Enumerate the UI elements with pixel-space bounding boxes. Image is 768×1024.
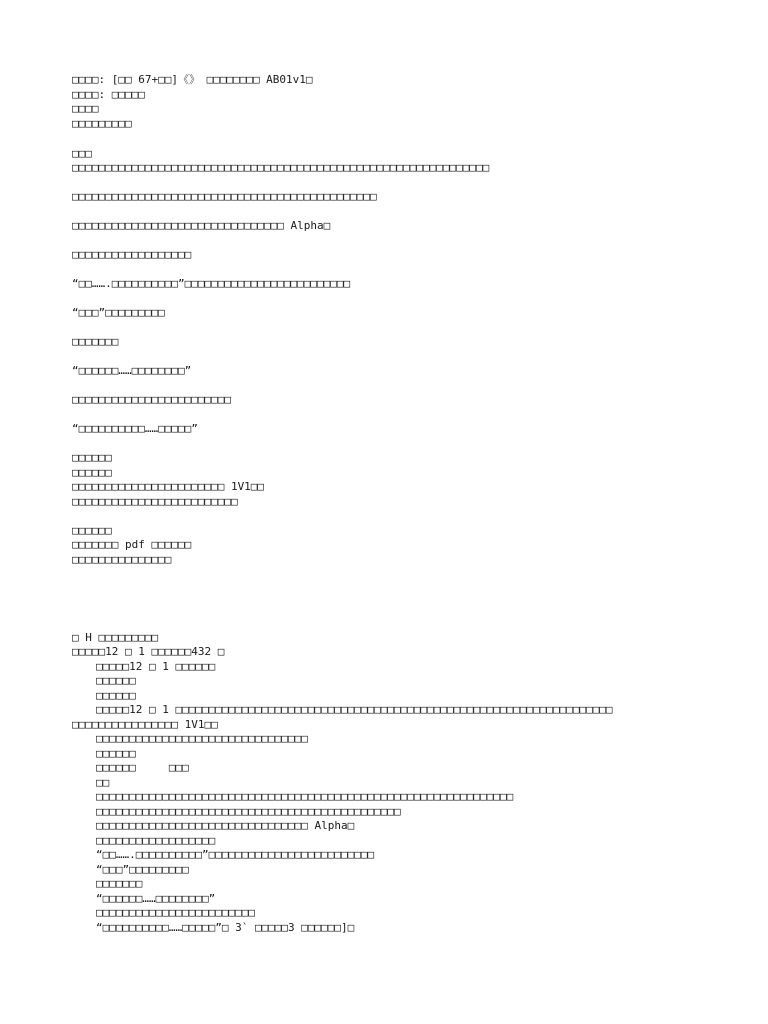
- text-line: □□□: [72, 146, 92, 160]
- text-line: “□□□”□□□□□□□□□: [72, 306, 165, 319]
- text-line: □□□□□□□: [72, 335, 119, 348]
- document-body: [72, 147, 728, 568]
- text-line: □□□□□□□□□□□□□□□□□□□□□□□□□□□□□□□□ Alpha□: [72, 219, 331, 232]
- list-subitem: “□□□□□□……□□□□□□□□”: [96, 891, 216, 905]
- list-subitem: □□□□□□: [96, 746, 136, 760]
- blank-line: [72, 205, 728, 220]
- text-line: “□□…….□□□□□□□□□□”□□□□□□□□□□□□□□□□□□□□□□□□□: [72, 277, 351, 290]
- blank-line: [72, 408, 728, 423]
- text-line: □□□□□□□ pdf □□□□□□: [72, 538, 192, 551]
- text-line: “□□□□□□□□□□……□□□□□”: [72, 422, 198, 435]
- blank-line: [72, 234, 728, 249]
- list-subitem: “□□…….□□□□□□□□□□”□□□□□□□□□□□□□□□□□□□□□□□□□: [96, 848, 375, 861]
- header-line: □□□□: □□□□□: [72, 87, 145, 101]
- list-subitem: “□□□”□□□□□□□□□: [96, 862, 189, 876]
- text-line: □□□□□□□□□□□□□□□□□□□□□□□□: [72, 393, 231, 406]
- list-subitem: □□□□□12 □ 1 □□□□□□□□□□□□□□□□□□□□□□□□□□□□□□□□□□□□□□□□□□□□□□□□□□□□□□□□□□□□□□□□□□: [96, 703, 613, 716]
- document-header: [72, 73, 728, 131]
- blank-line: [72, 176, 728, 191]
- list-subitem: □□□□□□□□□□□□□□□□□□□□□□□□□□□□□□□□: [96, 732, 308, 745]
- blank-line: [72, 292, 728, 307]
- text-line: □□□□□□: [72, 523, 112, 537]
- list-subitem: □□□□□□ □□□: [96, 761, 189, 774]
- list-item: □ H □□□□□□□□□: [72, 630, 159, 644]
- document-list-section: [72, 631, 728, 936]
- list-subitem: □□□□□□: [96, 688, 136, 702]
- blank-line: [72, 321, 728, 336]
- text-line: □□□□□□□□□□□□□□□□□□: [72, 248, 192, 261]
- text-line: □□□□□□□□□□□□□□□□□□□□□□□□□□□□□□□□□□□□□□□□□□□□□□: [72, 190, 377, 203]
- list-subitem: □□□□□□□□□□□□□□□□□□: [96, 833, 216, 847]
- list-item: □□□□□□□□□□□□□□□□ 1V1□□: [72, 717, 218, 731]
- list-item: □□□□□12 □ 1 □□□□□□432 □: [72, 645, 225, 658]
- text-line: □□□□□□: [72, 465, 112, 479]
- list-subitem: □□□□□□: [96, 674, 136, 687]
- list-subitem: □□□□□□□: [96, 877, 143, 890]
- blank-line: [72, 379, 728, 394]
- text-line: □□□□□□□□□□□□□□□□□□□□□□□□□□□□□□□□□□□□□□□□□□□□□□□□□□□□□□□□□□□□□□□: [72, 161, 490, 174]
- header-line: □□□□: [□□ 67+□□]《》 □□□□□□□□ AB01v1□: [72, 73, 313, 86]
- header-line: □□□□□□□□□: [72, 116, 132, 130]
- list-subitem: □□□□□□□□□□□□□□□□□□□□□□□□□□□□□□□□□□□□□□□□□□□□□□□□□□□□□□□□□□□□□□□: [96, 790, 514, 803]
- blank-line: [72, 437, 728, 452]
- list-subitem: “□□□□□□□□□□……□□□□□”□ 3` □□□□□3 □□□□□□]□: [96, 920, 355, 934]
- blank-line: [72, 350, 728, 365]
- list-subitem: □□□□□□□□□□□□□□□□□□□□□□□□□□□□□□□□ Alpha□: [96, 819, 355, 832]
- list-subitem: □□: [96, 775, 110, 789]
- text-line: “□□□□□□……□□□□□□□□”: [72, 364, 192, 377]
- list-subitem: □□□□□□□□□□□□□□□□□□□□□□□□□□□□□□□□□□□□□□□□□□□□□□: [96, 804, 401, 818]
- header-line: □□□□: [72, 102, 99, 115]
- list-subitem: □□□□□□□□□□□□□□□□□□□□□□□□: [96, 906, 255, 919]
- text-line: □□□□□□□□□□□□□□□□□□□□□□□□□: [72, 494, 238, 508]
- list-subitem: □□□□□12 □ 1 □□□□□□: [96, 659, 216, 673]
- text-line: □□□□□□□□□□□□□□□: [72, 552, 172, 566]
- text-line: □□□□□□□□□□□□□□□□□□□□□□□ 1V1□□: [72, 480, 265, 493]
- blank-line: [72, 509, 728, 524]
- text-line: □□□□□□: [72, 451, 112, 464]
- blank-line: [72, 263, 728, 278]
